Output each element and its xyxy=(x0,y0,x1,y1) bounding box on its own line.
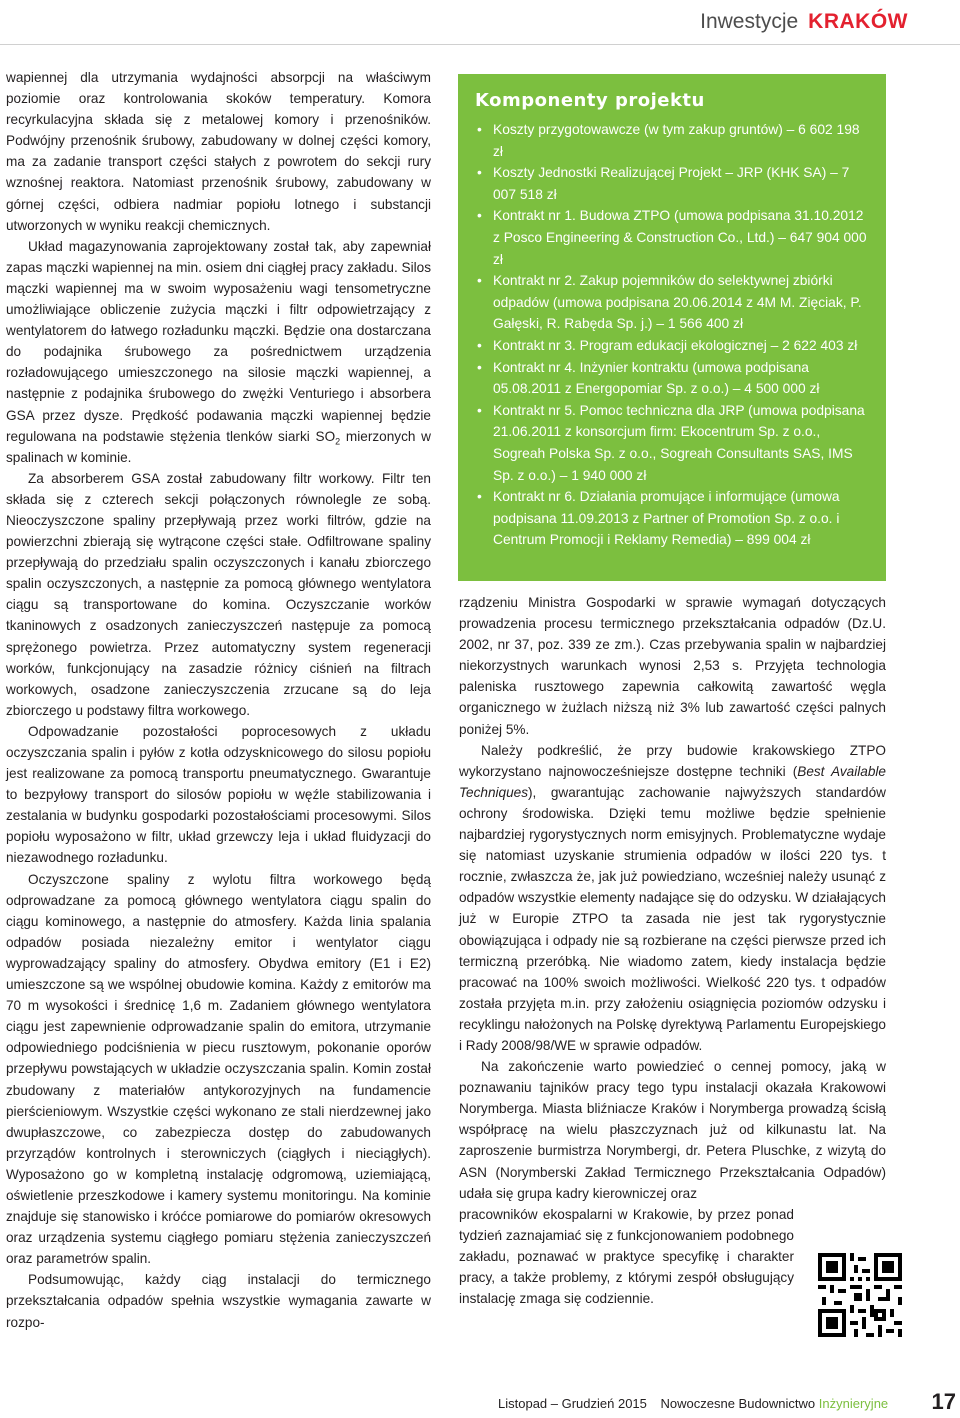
box-item: • Koszty Jednostki Realizującej Projekt – JRP (KHK SA) – 7 007 518 zł xyxy=(475,162,870,205)
so2-base: SO xyxy=(315,428,336,444)
section-category: Inwestycje xyxy=(700,10,799,33)
footer-issue: Listopad – Grudzień 2015 xyxy=(498,1396,647,1411)
right-p2-before: Należy podkreślić, że przy budowie krakowskiego ZTPO wykorzystano najnowocześniejsze dostępne techniki ( xyxy=(459,742,886,779)
footer-publication xyxy=(661,1396,889,1411)
right-p2-after: ), gwarantując zachowanie najwyższych standardów ochrony środowiska. Dzięki temu możliwe będzie spełnienie najbardziej rygorystycznych norm emisyjnych. Problematyczne wydaje się natomiast uzyskanie strumienia odpadów w ilości 220 tys. t rocznie, zwłaszcza że, jak już powiedziano, wcześniej należy usunąć z odpadów wszystkie elementy nadające się do odzysku. W działających już w Europie ZTPO ta zasada nie jest tak rygorystycznie obowiązująca i odpady nie są rozbierane na części pierwsze przed ich termiczną przeróbką. Nie wiadomo zatem, kiedy instalacja będzie pracować na 100% swoich możliwości. Wielkość 220 tys. t odpadów została przyjęta m.in. przy założeniu osiągnięcia poziomów odzysku i recyklingu nałożonych na Polskę dyrektywą Parlamentu Europejskiego i Rady 2008/98/WE w sprawie odpadów. xyxy=(459,784,886,1053)
box-item: • Kontrakt nr 2. Zakup pojemników do selektywnej zbiórki odpadów (umowa podpisana 20.06.2014 z 4M M. Zięciak, P. Gałęski, R. Rabęda Sp. j.) – 1 566 400 zł xyxy=(475,270,870,335)
so2-subscript: 2 xyxy=(335,436,341,447)
box-item: • Kontrakt nr 3. Program edukacji ekologicznej – 2 622 403 zł xyxy=(475,335,870,357)
header-rule xyxy=(0,44,960,45)
box-item: • Kontrakt nr 4. Inżynier kontraktu (umowa podpisana 05.08.2011 z Energopomiar Sp. z o.o.) – 4 500 000 zł xyxy=(475,357,870,400)
left-paragraph-3: Za absorberem GSA został zabudowany filtr workowy. Filtr ten składa się z czterech sekcji połączonych równolegle ze sobą. Nieoczyszczone spaliny przepływają przez worki filtrów, gdzie na powierzchni zbierają się wytrącone części stałe. Odfiltrowane spaliny przepływają do przedziału spalin oczyszczonych i kanału zbiorczego spalin oczyszczonych, a następnie za pomocą głównego wentylatora ciągu są transportowane do komina. Oczyszczanie worków tkaninowych z osadzonych zanieczyszczeń następuje za pomocą sprężonego powietrza. Przez automatyczny system regeneracji worków, funkcjonujący na zasadzie różnicy ciśnień na filtrach workowych, osadzone zanieczyszczenia zrzucane są do leja zbiorczego u podstawy filtra workowego. xyxy=(6,470,431,718)
page-header xyxy=(700,0,960,44)
box-item: • Kontrakt nr 6. Działania promujące i informujące (umowa podpisana 11.09.2013 z Partner of Promotion Sp. z o.o. i Centrum Promocji i Reklamy Remedia) – 899 004 zł xyxy=(475,486,870,551)
footer-pub-main: Nowoczesne Budownictwo xyxy=(660,1396,816,1411)
left-paragraph-1: wapiennej dla utrzymania wydajności absorpcji na właściwym poziomie oraz kontrolowania skoków temperatury. Komora recyrkulacyjna składa się z metalowej komory i przenośników. Podwójny przenośnik śrubowy, zabudowany w dolnej części komory, ma za zadanie transport części stałych z powrotem do sekcji rury wznośnej reaktora. Natomiast przenośnik śrubowy, zabudowany w górnej części, odbiera nadmiar popiołu lotnego i substancji utworzonych w wyniku reakcji chemicznych. xyxy=(6,70,431,233)
box-item: • Kontrakt nr 5. Pomoc techniczna dla JRP (umowa podpisana 21.06.2011 z konsorcjum firm: Ekocentrum Sp. z o.o., Sogreah Polska Sp. z o.o., Sogreah Consultants SAS, IMS Sp. z o.o.) – 1 940 000 zł xyxy=(475,400,870,486)
page-number: 17 xyxy=(931,1389,956,1414)
left-paragraph-5: Oczyszczone spaliny z wylotu filtra workowego będą odprowadzane za pomocą głównego wentylatora ciągu spalin do ciągu kominowego, a następnie do atmosfery. Każda linia spalania odpadów posiada niezależny emitor i wentylator ciągu wyprowadzający spaliny do atmosfery. Obydwa emitory (E1 i E2) umieszczone są we wspólnej obudowie komina. Każdy z emitorów ma 70 m wysokości i średnicę 1,6 m. Zadaniem głównego wentylatora ciągu jest zapewnienie odprowadzanie spalin do emitora, utrzymanie odpowiedniego podciśnienia w piecu rusztowym, pokonanie oporów przepływu powstających w układzie oczyszczania spalin. Komin został zbudowany z materiałów antykorozyjnych na fundamencie pierścieniowym. Wszystkie części wykonano ze stali nierdzewnej jako dwupłaszczowe, co zabezpiecza dostęp do zabudowanych przyrządów kontrolnych i sterowniczych (ciągłych i nieciągłych). Wyposażono go w kompletną instalację odgromową, uziemiającą, oświetlenie przeszkodowe i kamery systemu monitoringu. Na kominie znajduje się stanowisko i króćce pomiarowe do pomiarów okresowych oraz urządzenia systemu ciągłego pomiaru stężenia zanieczyszczeń oraz parametrów spalin. xyxy=(6,871,431,1267)
left-paragraph-2 xyxy=(6,236,431,468)
footer-pub-accent: Inżynieryjne xyxy=(818,1396,889,1411)
qr-code-icon[interactable] xyxy=(818,1253,902,1337)
right-paragraph-1: rządzeniu Ministra Gospodarki w sprawie wymagań dotyczących prowadzenia procesu termicznego przekształcania odpadów (Dz.U. 2002, nr 37, poz. 339 ze zm.). Czas przebywania spalin w najbardziej niekorzystnych warunkach wynosi 2,53 s. Przyjęta technologia paleniska rusztowego zapewnia całkowitą zawartość węgla organicznego w żużlach niższą niż 3% lub zawartość części palnych poniżej 5%. xyxy=(459,595,886,737)
so2-tail: mierzonych w spalinach w kominie. xyxy=(6,428,431,465)
right-paragraph-2 xyxy=(459,740,886,1056)
left-column xyxy=(6,67,431,1333)
right-p2-italic: Best Available Techniques xyxy=(459,763,886,800)
box-list xyxy=(475,119,870,551)
project-components-box xyxy=(458,74,886,581)
box-item: • Kontrakt nr 1. Budowa ZTPO (umowa podpisana 31.10.2012 z Posco Engineering & Construction Co., Ltd.) – 647 904 000 zł xyxy=(475,205,870,270)
right-paragraph-3-tail: pracowników ekospalarni w Krakowie, by przez ponad tydzień zaznajamiać się z funkcjonowaniem podobnego zakładu, poznawać w praktyce specyfikę i charakter pracy, a także problemy, z którymi zespół obsługujący instalację zmaga się codziennie. xyxy=(459,1206,794,1307)
section-city: KRAKÓW xyxy=(808,10,908,33)
left-paragraph-2-text: Układ magazynowania zaprojektowany został tak, aby zapewniał zapas mączki wapiennej na min. osiem dni ciągłej pracy zakładu. Silos mączki wapiennej ma w swoim wyposażeniu wagi tensometryczne umożliwiające obliczenie zużycia mączki i filtr odpowietrzający z wentylatorem do łatwego rozładunku mączki. Będzie ona dostarczana do podajnika śrubowego za pośrednictwem urządzenia rozładowującego umieszczonego na silosie mączki wapiennej, a następnie z podajnika śrubowego do zwężki Venturiego i absorbera GSA przez dysze. Prędkość podawania mączki wapiennej będzie regulowana na podstawie stężenia tlenków siarki xyxy=(6,238,431,444)
box-title: Komponenty projektu xyxy=(475,90,705,111)
box-item: • Koszty przygotowawcze (w tym zakup gruntów) – 6 602 198 zł xyxy=(475,119,870,162)
left-paragraph-6: Podsumowując, każdy ciąg instalacji do termicznego przekształcania odpadów spełnia wszystkie wymagania zawarte w rozpo- xyxy=(6,1272,431,1330)
left-paragraph-4: Odpowadzanie pozostałości poprocesowych z układu oczyszczania spalin i pyłów z kotła odzysknicowego do silosu popiołu jest realizowane za pomocą transportu pneumatycznego. Gwarantuje to bezpyłowy transport do silosów popiołu w węźle stabilizowania i zestalania w budynku gospodarki pozostałościami procesowymi. Silos popiołu wyposażono w filtr, układ grzewczy leja i układ fluidyzacji do niezawodnego rozładunku. xyxy=(6,723,431,866)
page-footer xyxy=(498,1396,888,1411)
right-paragraph-3: Na zakończenie warto powiedzieć o cennej pomocy, jaką w poznawaniu tajników pracy tego typu instalacji okazała Krakowowi Norymberga. Miasta bliźniacze Kraków i Norymberga prowadzą ścisłą współpracę na wielu płaszczyznach już od kilkunastu lat. Na zaproszenie burmistrza Norymbergi, dr. Petera Pluschke, z wizytą do ASN (Norymberski Zakład Termicznego Przekształcania Odpadów) udała się grupa kadry kierowniczej oraz xyxy=(459,1059,886,1201)
right-column xyxy=(459,592,886,1309)
